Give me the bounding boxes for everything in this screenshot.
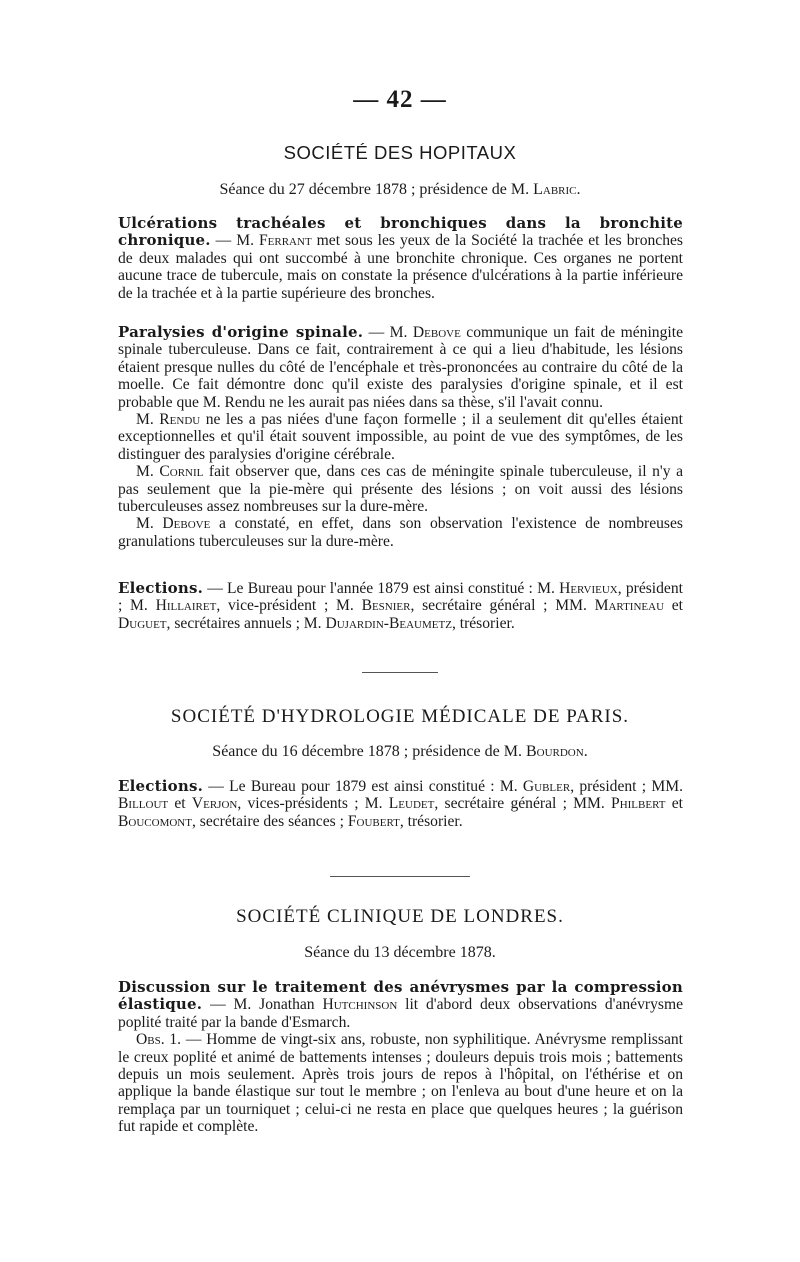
- person-name: Boucomont: [118, 812, 192, 830]
- paragraph-text: ne les a pas niées d'une façon formelle ; il a seulement dit qu'elles étaient exceptionnelles et qu'il était souvent impossible, au point de vue des symptômes, de les distinguer des paralysies d'origine cérébrale.: [118, 411, 683, 463]
- paragraph-text: fait observer que, dans ces cas de méningite spinale tuberculeuse, il n'y a pas seulement que la pie-mère qui présente des lésions ; on voit aussi des lésions tuberculeuses assez nombreuses sur la dure-mère.: [118, 463, 683, 516]
- paragraph-text: et: [664, 597, 683, 615]
- paragraph: [118, 979, 683, 1031]
- paragraph-text: et: [168, 795, 192, 813]
- paragraph: [118, 778, 683, 830]
- person-name: Debove: [162, 515, 211, 533]
- person-name: Besnier: [361, 597, 411, 615]
- person-name: Dujardin-Beaumetz: [325, 614, 452, 632]
- person-name: Philbert: [611, 795, 666, 813]
- paragraph-text: , vice-président ; M.: [216, 597, 362, 615]
- paragraph: [118, 324, 683, 411]
- paragraph-text: , secrétaire des séances ;: [191, 812, 348, 830]
- section-seance-line: [0, 743, 800, 761]
- paragraph: [118, 215, 683, 302]
- seance-suffix: .: [583, 743, 588, 760]
- section-body: [118, 215, 683, 302]
- section-title-societe-des-hopitaux: SOCIÉTÉ DES HOPITAUX: [283, 142, 517, 163]
- paragraph-text: M.: [136, 463, 160, 481]
- seance-text: Séance du 16 décembre 1878 ; présidence de M.: [212, 743, 522, 760]
- paragraph: [118, 463, 683, 515]
- paragraph-text: met sous les yeux de la Société la trachée et les bronches de deux malades qui ont succombé à une bronchite chronique. Ces organes ne portent aucune trace de tubercule, mais on constate la présence d'ulcérations à la partie inférieure de la trachée et à la partie supérieure des bronches.: [118, 232, 683, 302]
- person-name: Ferrant: [258, 232, 312, 250]
- person-name: Foubert: [347, 812, 400, 830]
- section-title-societe-hydrologie: SOCIÉTÉ D'HYDROLOGIE MÉDICALE DE PARIS.: [170, 706, 630, 727]
- person-name: Debove: [412, 324, 461, 341]
- person-name: Hervieux: [559, 580, 618, 597]
- paragraph-text: — M.: [210, 232, 259, 250]
- section-divider: [362, 672, 438, 673]
- paragraph-text: M.: [136, 515, 163, 533]
- paragraph-text: communique un fait de méningite spinale tuberculeuse. Dans ce fait, contrairement à ce qui a lieu d'habitude, les lésions étaient presque nulles du côté de l'encéphale et très-prononcées au contraire du côté de la moelle. Ce fait démontre donc qu'il existe des paralysies d'origine spinale, et il est probable que M. Rendu ne les aurait pas niées dans sa thèse, s'il l'avait connu.: [118, 324, 683, 411]
- person-name: Gubler: [522, 778, 571, 795]
- person-name: Verjon: [191, 795, 238, 813]
- paragraph-text: , président ; MM.: [570, 778, 683, 795]
- paragraph-text: , vices-présidents ; M.: [237, 795, 389, 813]
- paragraph-text: , président ; M.: [118, 580, 683, 615]
- paragraph: [118, 580, 683, 632]
- section-seance-line: Séance du 13 décembre 1878.: [304, 944, 496, 961]
- paragraph-text: , trésorier.: [399, 812, 463, 830]
- observation-label: Obs. 1.: [136, 1031, 182, 1049]
- person-name: Duguet: [118, 614, 167, 632]
- paragraph-lead: Ulcérations trachéales et bronchiques dans la bronchite chronique.: [118, 214, 683, 250]
- seance-suffix: .: [576, 181, 581, 198]
- seance-president-name: Labric: [533, 181, 577, 198]
- paragraph: [118, 515, 683, 550]
- section-body: [118, 324, 683, 550]
- paragraph-text: M.: [136, 411, 160, 429]
- person-name: Billout: [118, 795, 169, 813]
- person-name: Cornil: [159, 463, 204, 481]
- person-name: Rendu: [159, 411, 201, 429]
- section-body: [118, 979, 683, 1136]
- paragraph: [118, 411, 683, 463]
- paragraph-lead: Elections.: [118, 777, 204, 795]
- paragraph-text: — Homme de vingt-six ans, robuste, non syphilitique. Anévrysme remplissant le creux poplité et animé de battements intenses ; douleurs depuis trois mois ; battements depuis un mois seulement. Après trois jours de repos à l'hôpital, on l'éthérise et on applique la bande élastique sur tout le membre ; on l'enleva au bout d'une heure et on la remplaça par un tourniquet ; celui-ci ne resta en place que quelques heures ; la guérison fut rapide et complète.: [118, 1031, 683, 1136]
- person-name: Hutchinson: [322, 996, 398, 1014]
- paragraph-text: — M.: [363, 324, 413, 341]
- person-name: Martineau: [594, 597, 665, 615]
- paragraph-text: — Le Bureau pour l'année 1879 est ainsi constitué : M.: [203, 580, 560, 597]
- paragraph-lead: Paralysies d'origine spinale.: [118, 323, 364, 341]
- paragraph-text: — Le Bureau pour 1879 est ainsi constitué : M.: [203, 778, 523, 795]
- paragraph-text: et: [665, 795, 683, 813]
- seance-text: Séance du 27 décembre 1878 ; présidence de M.: [219, 181, 530, 198]
- paragraph-text: — M. Jonathan: [202, 996, 323, 1014]
- paragraph-lead: Discussion sur le traitement des anévrysmes par la compression élastique.: [118, 978, 683, 1014]
- section-body: [118, 778, 683, 830]
- section-title-societe-clinique-londres: SOCIÉTÉ CLINIQUE DE LONDRES.: [236, 906, 564, 927]
- page-number: — 42 —: [353, 86, 447, 113]
- section-body: [118, 580, 683, 632]
- seance-president-name: Bourdon: [525, 743, 584, 760]
- section-divider: [330, 876, 470, 877]
- paragraph-lead: Elections.: [118, 579, 204, 597]
- paragraph-text: , secrétaires annuels ; M.: [166, 614, 326, 632]
- paragraph-text: , trésorier.: [451, 614, 515, 632]
- paragraph-text: , secrétaire général ; MM.: [434, 795, 612, 813]
- paragraph-text: a constaté, en effet, dans son observation l'existence de nombreuses granulations tuberculeuses sur la dure-mère.: [118, 515, 683, 550]
- paragraph-text: lit d'abord deux observations d'anévrysme poplité traité par la bande d'Esmarch.: [118, 996, 683, 1031]
- paragraph: [118, 1031, 683, 1135]
- person-name: Hillairet: [155, 597, 217, 615]
- person-name: Leudet: [388, 795, 435, 813]
- section-seance-line: [0, 181, 800, 199]
- paragraph-text: , secrétaire général ; MM.: [410, 597, 595, 615]
